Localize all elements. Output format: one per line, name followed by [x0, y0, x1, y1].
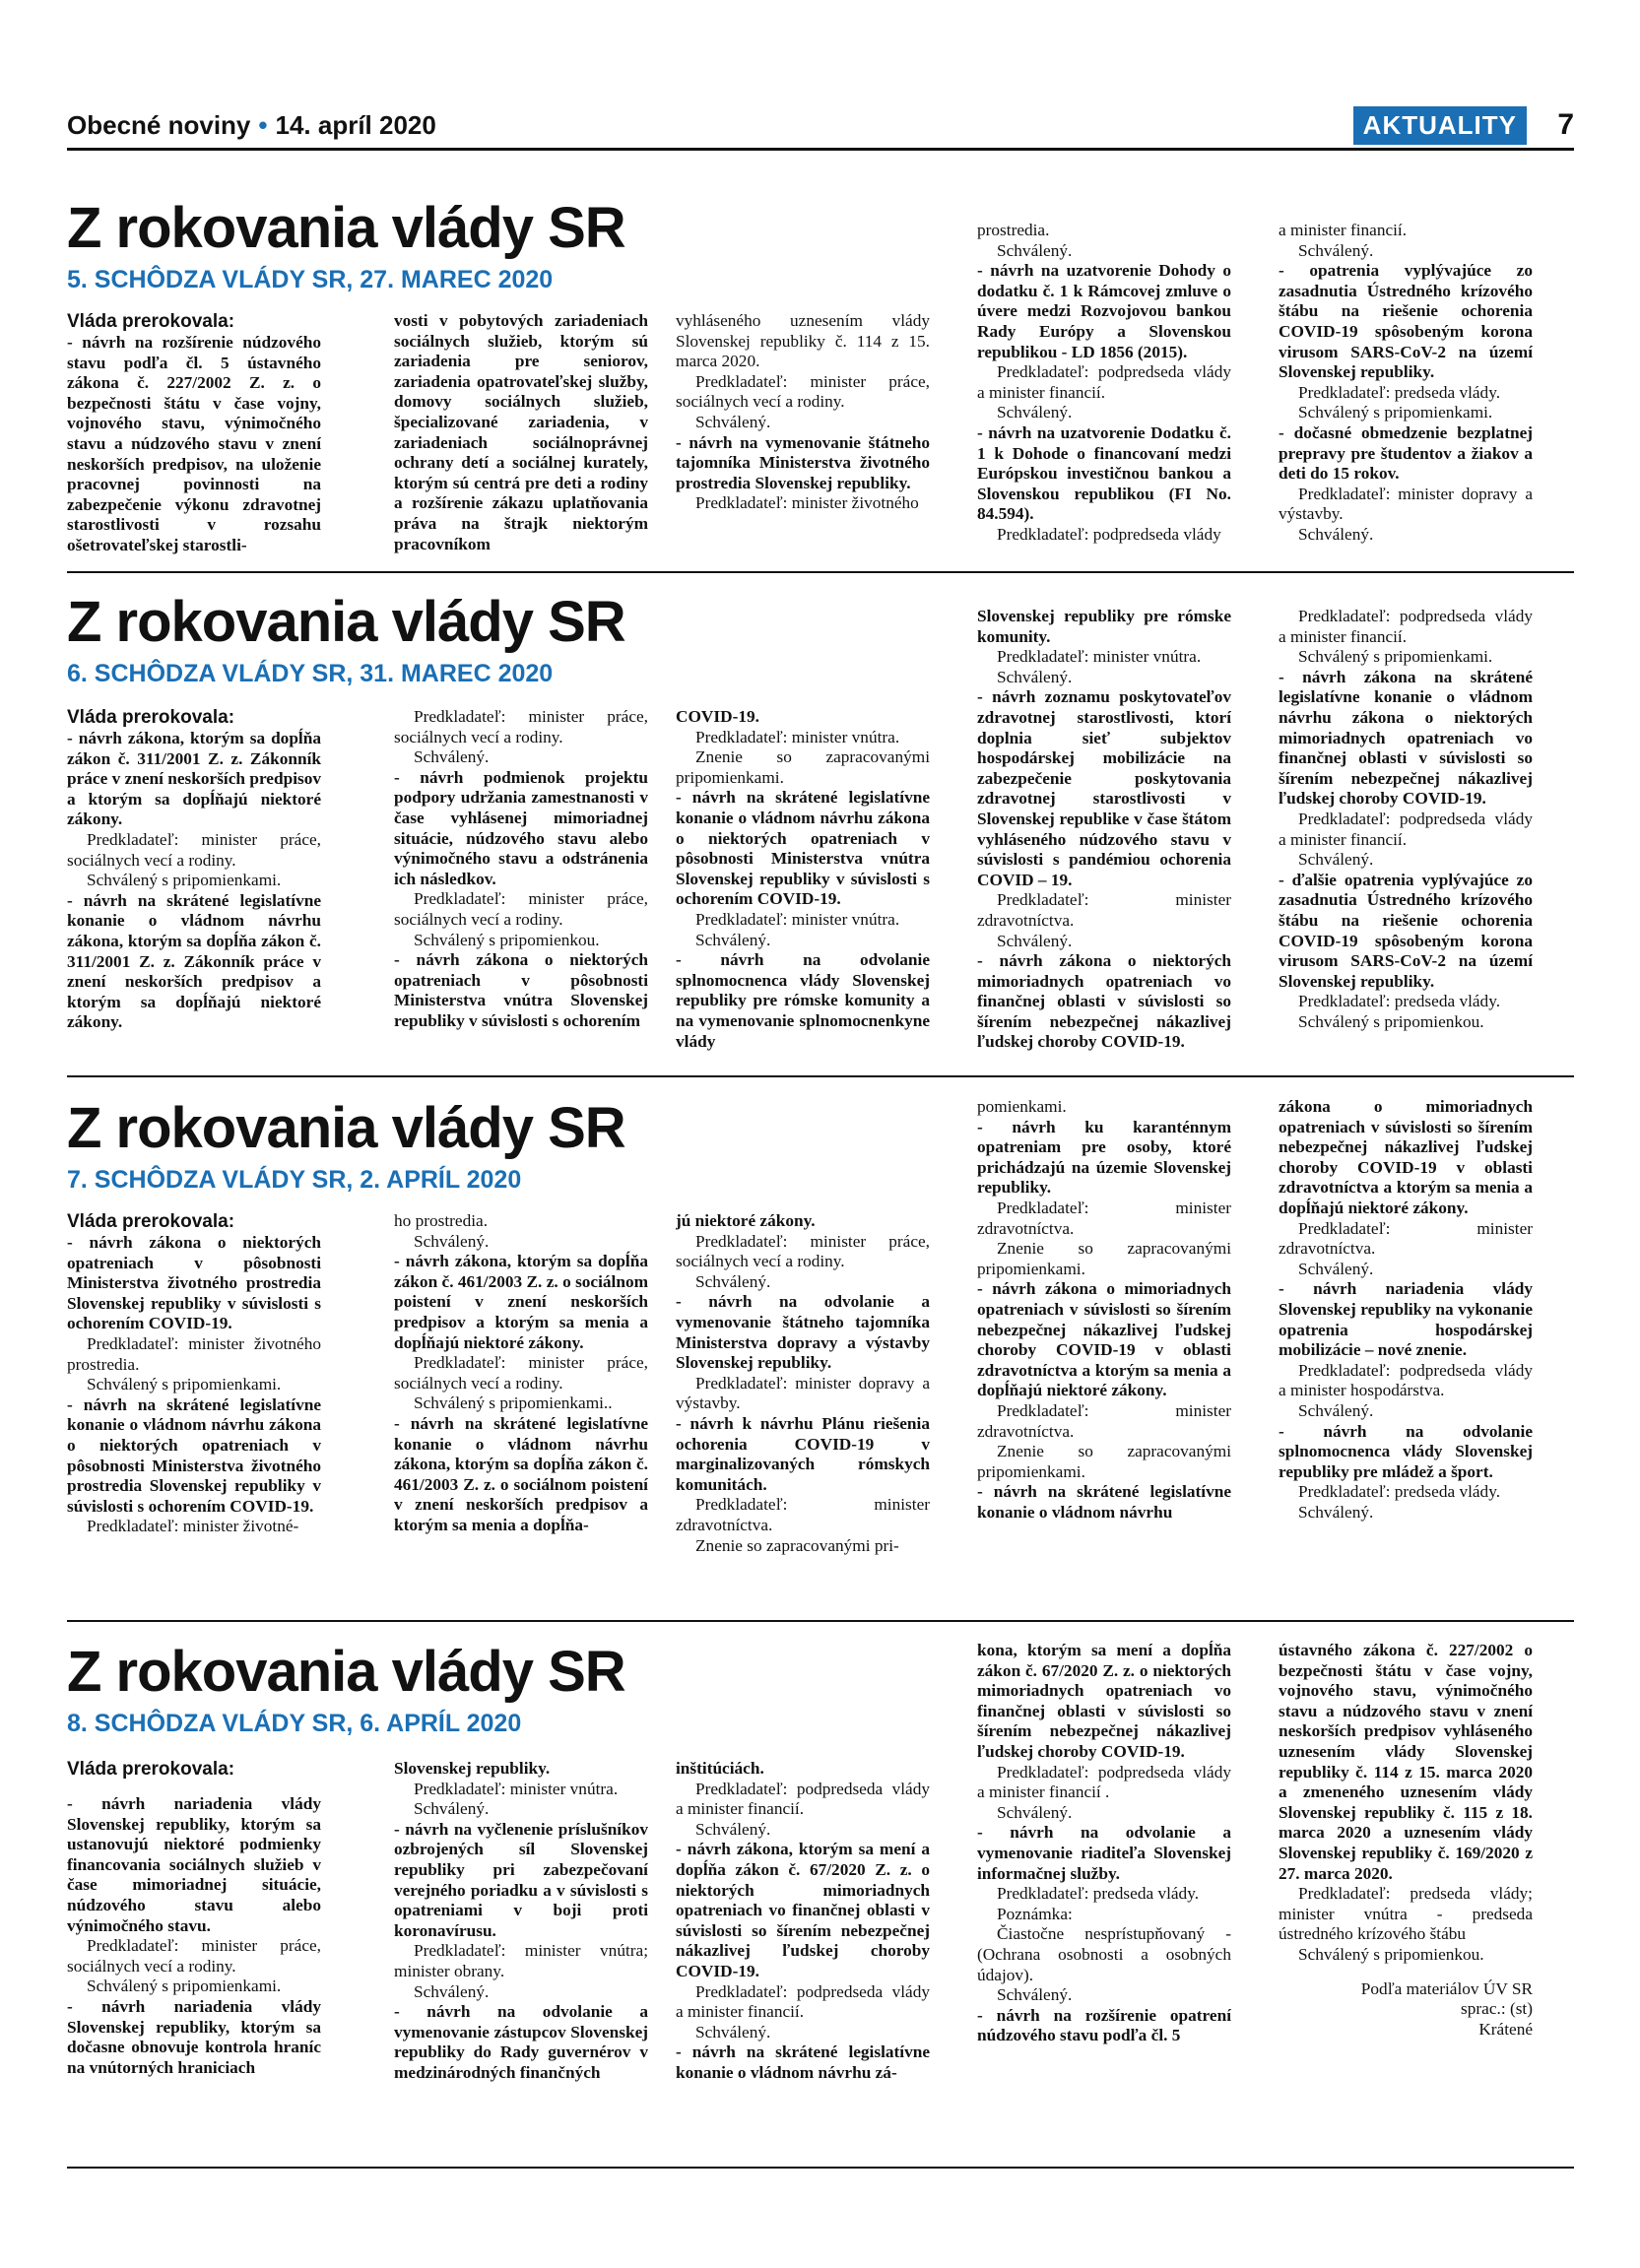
- article-paragraph: Predkladateľ: minister práce, sociálnych vecí a rodiny.: [394, 707, 648, 746]
- article-paragraph: Predkladateľ: minister vnútra.: [695, 727, 900, 746]
- article-paragraph: - návrh na skrátené legislatívne konanie o vládnom návrhu zákona o niektorých opatreniach v pôsobnosti Ministerstva vnútra Slovenskej republiky v súvislosti s ochorením COVID-19.: [676, 788, 930, 909]
- page-bottom-rule: [67, 2167, 1574, 2169]
- page-number: 7: [1557, 108, 1574, 141]
- article-paragraph: - návrh na odvolanie a vymenovanie zástupcov Slovenskej republiky do Rady guvernérov v medzinárodných finančných: [394, 2002, 648, 2082]
- article-paragraph: Predkladateľ: podpredseda vlády a minister financií.: [676, 1779, 930, 1819]
- article-paragraph: Predkladateľ: minister vnútra.: [695, 909, 900, 929]
- article-paragraph: pomienkami.: [977, 1097, 1067, 1116]
- article-paragraph: Predkladateľ: minister zdravotníctva.: [977, 890, 1231, 930]
- article-paragraph: Predkladateľ: minister zdravotníctva.: [676, 1495, 930, 1534]
- article-column: [977, 1097, 1231, 1617]
- article-column: [676, 707, 930, 1060]
- article-paragraph: Schválený.: [997, 1802, 1073, 1822]
- article-paragraph: Predkladateľ: minister práce, sociálnych vecí a rodiny.: [67, 1936, 321, 1976]
- article-subhead: 6. SCHÔDZA VLÁDY SR, 31. MAREC 2020: [67, 660, 554, 687]
- article-paragraph: Predkladateľ: minister zdravotníctva.: [977, 1400, 1231, 1441]
- issue-date: 14. apríl 2020: [275, 110, 436, 140]
- article-paragraph: Znenie so zapracovanými pripomienkami.: [977, 1442, 1231, 1481]
- article-column: [67, 707, 321, 1060]
- article-paragraph: Schválený.: [1298, 850, 1374, 870]
- article-paragraph: - dočasné obmedzenie bezplatnej prepravy pre študentov a žiakov a deti do 15 rokov.: [1279, 422, 1533, 484]
- section-badge: AKTUALITY: [1353, 106, 1527, 145]
- article-paragraph: Predkladateľ: minister práce, sociálnych vecí a rodiny.: [394, 889, 648, 929]
- article-paragraph: kona, ktorým sa mení a dopĺňa zákon č. 67/2020 Z. z. o niektorých mimoriadnych opatreniach vo finančnej oblasti v súvislosti so šírením nebezpečnej nákazlivej ľudskej choroby COVID-19.: [977, 1641, 1231, 1761]
- article-paragraph: Predkladateľ: podpredseda vlády a minister financií .: [977, 1762, 1231, 1802]
- article-paragraph: Poznámka:: [997, 1904, 1073, 1923]
- article-paragraph: vyhláseného uznesením vlády Slovenskej republiky č. 114 z 15. marca 2020.: [676, 311, 930, 371]
- article-subhead: 8. SCHÔDZA VLÁDY SR, 6. APRÍL 2020: [67, 1710, 522, 1737]
- article-column: [394, 1211, 648, 1615]
- article-paragraph: inštitúciách.: [676, 1759, 764, 1778]
- article-paragraph: Schválený.: [1298, 1502, 1374, 1522]
- article-paragraph: Predkladateľ: podpredseda vlády a minister financií.: [977, 362, 1231, 402]
- article-paragraph: Predkladateľ: predseda vlády.: [1298, 992, 1501, 1011]
- article-paragraph: Predkladateľ: podpredseda vlády a minister hospodárstva.: [1279, 1360, 1533, 1400]
- article-paragraph: Znenie so zapracovanými pripomienkami.: [676, 747, 930, 787]
- article-paragraph: - návrh podmienok projektu podpory udržania zamestnanosti v čase vyhlásenej mimoriadnej situácie, núdzového stavu alebo výnimočného stavu a odstránenia ich následkov.: [394, 767, 648, 888]
- article-paragraph: Schválený s pripomienkami.: [1298, 403, 1493, 422]
- article-paragraph: Schválený s pripomienkou.: [1298, 1011, 1484, 1031]
- article-section: [67, 197, 1574, 561]
- article-paragraph: Schválený s pripomienkami.: [87, 1375, 282, 1394]
- article-paragraph: ho prostredia.: [394, 1211, 489, 1230]
- article-paragraph: - návrh zákona o niektorých opatreniach v pôsobnosti Ministerstva životného prostredia Slovenskej republiky v súvislosti s ochorením COVID-19.: [67, 1233, 321, 1333]
- article-headline: Z rokovania vlády SR: [67, 1096, 625, 1160]
- section-divider: [67, 571, 1574, 573]
- article-column: [1279, 607, 1533, 1060]
- article-paragraph: sprac.: (st): [1461, 1999, 1533, 2019]
- article-paragraph: Schválený.: [414, 747, 490, 767]
- article-paragraph: - opatrenia vyplývajúce zo zasadnutia Ústredného krízového štábu na riešenie ochorenia COVID-19 spôsobeným korona virusom SARS-CoV-2 na území Slovenskej republiky.: [1279, 261, 1533, 382]
- article-column: [977, 221, 1231, 654]
- page-header: [67, 106, 1574, 148]
- article-paragraph: Predkladateľ: minister životného prostredia.: [67, 1333, 321, 1374]
- article-paragraph: Predkladateľ: minister práce, sociálnych vecí a rodiny.: [394, 1353, 648, 1393]
- article-paragraph: - návrh na odvolanie splnomocnenca vlády Slovenskej republiky pre mládež a šport.: [1279, 1421, 1533, 1481]
- article-paragraph: Schválený s pripomienkami.: [87, 1976, 282, 1996]
- article-paragraph: prostredia.: [977, 221, 1050, 239]
- article-subhead: 7. SCHÔDZA VLÁDY SR, 2. APRÍL 2020: [67, 1166, 522, 1194]
- article-paragraph: jú niektoré zákony.: [676, 1211, 816, 1230]
- publication-line: [67, 110, 436, 141]
- article-paragraph: Schválený.: [1298, 1259, 1374, 1278]
- article-paragraph: - návrh na skrátené legislatívne konanie o vládnom návrhu zá-: [676, 2042, 930, 2082]
- article-paragraph: Schválený.: [414, 1981, 490, 2001]
- article-headline: Z rokovania vlády SR: [67, 196, 625, 260]
- section-divider: [67, 1620, 1574, 1622]
- article-paragraph: Predkladateľ: minister práce, sociálnych vecí a rodiny.: [676, 371, 930, 412]
- article-column: [977, 607, 1231, 1060]
- article-paragraph: - návrh zákona o niektorých mimoriadnych opatreniach vo finančnej oblasti v súvislosti so šírením nebezpečnej nákazlivej ľudskej choroby COVID-19.: [977, 951, 1231, 1052]
- article-paragraph: - ďalšie opatrenia vyplývajúce zo zasadnutia Ústredného krízového štábu na riešenie ochorenia COVID-19 spôsobeným korona virusom SARS-CoV-2 na území Slovenskej republiky.: [1279, 870, 1533, 991]
- article-column: [1279, 1641, 1533, 2163]
- article-paragraph: Schválený.: [414, 1231, 490, 1251]
- article-paragraph: Znenie so zapracovanými pripomienkami.: [977, 1239, 1231, 1278]
- article-paragraph: - návrh na skrátené legislatívne konanie o vládnom návrhu zákona o niektorých opatreniach v pôsobnosti Ministerstva životného prostredia Slovenskej republiky v súvislosti s ochorením COVID-19.: [67, 1394, 321, 1516]
- article-paragraph: - návrh na vyčlenenie príslušníkov ozbrojených síl Slovenskej republiky pri zabezpečovaní verejného poriadku a v súvislosti s opatreniami v boji proti koronavírusu.: [394, 1819, 648, 1940]
- article-paragraph: Predkladateľ: predseda vlády.: [1298, 382, 1501, 402]
- article-column: [977, 1641, 1231, 2163]
- article-column: [676, 1759, 930, 2163]
- article-paragraph: - návrh zákona, ktorým sa dopĺňa zákon č. 461/2003 Z. z. o sociálnom poistení v znení neskorších predpisov a ktorým sa menia a dopĺňajú niektoré zákony.: [394, 1252, 648, 1352]
- article-section: [67, 1097, 1574, 1609]
- article-paragraph: - návrh na odvolanie a vymenovanie štátneho tajomníka Ministerstva dopravy a výstavby Slovenskej republiky.: [676, 1292, 930, 1373]
- article-paragraph: vosti v pobytových zariadeniach sociálnych služieb, ktorým sú zariadenia pre seniorov, zariadenia opatrovateľskej služby, domovy sociálnych služieb, špecializované zariadenia, v zariadeniach sociálnoprávnej ochrany detí a sociálnej kurately, ktorým sú centrá pre deti a rodiny a rozšírenie zákazu uplatňovania práva na štrajk niektorým pracovníkom: [394, 311, 648, 553]
- article-paragraph: COVID-19.: [676, 707, 759, 726]
- article-paragraph: Predkladateľ: predseda vlády.: [997, 1884, 1200, 1904]
- article-paragraph: Predkladateľ: minister životného: [695, 493, 919, 513]
- article-paragraph: Schválený.: [695, 2022, 771, 2041]
- publication-name: Obecné noviny: [67, 110, 251, 140]
- article-paragraph: Schválený.: [997, 403, 1073, 422]
- article-column: [394, 1759, 648, 2163]
- article-paragraph: Schválený.: [414, 1799, 490, 1819]
- section-divider: [67, 1075, 1574, 1077]
- article-paragraph: Predkladateľ: minister vnútra.: [414, 1779, 619, 1798]
- separator-dot: •: [258, 110, 268, 140]
- article-paragraph: Predkladateľ: minister životné-: [87, 1517, 299, 1536]
- article-paragraph: Predkladateľ: predseda vlády; minister vnútra - predseda ústredného krízového štábu: [1279, 1884, 1533, 1944]
- article-column: [676, 1211, 930, 1615]
- article-section: [67, 591, 1574, 1054]
- article-paragraph: Predkladateľ: predseda vlády.: [1298, 1482, 1501, 1502]
- article-paragraph: Schválený.: [997, 1985, 1073, 2005]
- article-paragraph: Schválený.: [997, 931, 1073, 950]
- article-paragraph: Čiastočne nesprístupňovaný - (Ochrana osobnosti a osobných údajov).: [977, 1924, 1231, 1984]
- article-paragraph: Podľa materiálov ÚV SR: [1360, 1978, 1533, 1998]
- article-paragraph: Slovenskej republiky pre rómske komunity.: [977, 607, 1231, 646]
- article-paragraph: - návrh na uzatvorenie Dodatku č. 1 k Dohode o financovaní medzi Európskou investičnou bankou a Slovenskou republikou (FI No. 84.594).: [977, 422, 1231, 524]
- article-paragraph: - návrh zákona, ktorým sa dopĺňa zákon č. 311/2001 Z. z. Zákonník práce v znení neskorších predpisov a ktorým sa dopĺňajú niektoré zákony.: [67, 729, 321, 829]
- article-paragraph: Predkladateľ: minister dopravy a výstavby.: [676, 1373, 930, 1413]
- article-paragraph: - návrh ku karanténnym opatreniam pre osoby, ktoré prichádzajú na územie Slovenskej republiky.: [977, 1117, 1231, 1198]
- article-paragraph: Schválený s pripomienkou.: [414, 930, 600, 949]
- article-paragraph: - návrh na vymenovanie štátneho tajomníka Ministerstva životného prostredia Slovenskej republiky.: [676, 432, 930, 492]
- article-paragraph: Predkladateľ: minister zdravotníctva.: [977, 1198, 1231, 1238]
- article-paragraph: Vláda prerokovala:: [67, 311, 235, 332]
- article-column: [1279, 221, 1533, 654]
- article-paragraph: - návrh na skrátené legislatívne konanie o vládnom návrhu zákona, ktorým sa dopĺňa zákon č. 461/2003 Z. z. o sociálnom poistení v znení neskorších predpisov a ktorým sa menia a dopĺňa-: [394, 1413, 648, 1534]
- article-paragraph: Vláda prerokovala:: [67, 707, 235, 728]
- article-paragraph: - návrh zákona o niektorých opatreniach v pôsobnosti Ministerstva vnútra Slovenskej republiky v súvislosti s ochorením: [394, 950, 648, 1030]
- article-paragraph: Schválený.: [997, 240, 1073, 260]
- article-paragraph: zákona o mimoriadnych opatreniach v súvislosti so šírením nebezpečnej nákazlivej ľudskej choroby COVID-19 v oblasti zdravotníctva a ktorým sa menia a dopĺňajú niektoré zákony.: [1279, 1097, 1533, 1217]
- article-paragraph: Schválený.: [1298, 524, 1374, 544]
- article-column: [394, 707, 648, 1060]
- article-paragraph: Znenie so zapracovanými pri-: [695, 1535, 899, 1555]
- article-paragraph: Krátené: [1478, 2019, 1533, 2039]
- article-paragraph: Predkladateľ: minister dopravy a výstavby.: [1279, 484, 1533, 524]
- article-paragraph: Schválený s pripomienkami.: [87, 871, 282, 890]
- article-paragraph: - návrh na rozšírenie núdzového stavu podľa čl. 5 ústavného zákona č. 227/2002 Z. z. o bezpečnosti štátu v čase vojny, vojnového stavu, výnimočného stavu a núdzového stavu v znení neskorších predpisov, na uloženie pracovnej povinnosti na zabezpečenie výkonu zdravotnej starostlivosti v rozsahu ošetrovateľskej starostli-: [67, 333, 321, 554]
- article-paragraph: Schválený.: [1298, 1400, 1374, 1420]
- article-column: [67, 1759, 321, 2163]
- article-paragraph: - návrh nariadenia vlády Slovenskej republiky na vykonanie opatrenia hospodárskej mobilizácie – nové znenie.: [1279, 1279, 1533, 1360]
- article-paragraph: Schválený s pripomienkami.: [1298, 647, 1493, 667]
- article-paragraph: Schválený.: [695, 930, 771, 949]
- article-paragraph: Predkladateľ: podpredseda vlády a minister financií.: [1279, 607, 1533, 646]
- article-paragraph: Predkladateľ: minister zdravotníctva.: [1279, 1218, 1533, 1259]
- article-paragraph: Schválený.: [997, 667, 1073, 686]
- article-paragraph: Predkladateľ: minister práce, sociálnych vecí a rodiny.: [676, 1231, 930, 1271]
- article-paragraph: - návrh zákona, ktorým sa mení a dopĺňa zákon č. 67/2020 Z. z. o niektorých mimoriadnych opatreniach vo finančnej oblasti v súvislosti so šírením nebezpečnej nákazlivej ľudskej choroby COVID-19.: [676, 1840, 930, 1980]
- article-paragraph: - návrh na rozšírenie opatrení núdzového stavu podľa čl. 5: [977, 2005, 1231, 2045]
- article-paragraph: Schválený.: [695, 412, 771, 431]
- article-paragraph: - návrh zákona na skrátené legislatívne konanie o vládnom návrhu zákona o niektorých mimoriadnych opatreniach vo finančnej oblasti v súvislosti so šírením nebezpečnej nákazlivej ľudskej choroby COVID-19.: [1279, 667, 1533, 809]
- article-paragraph: Schválený.: [695, 1819, 771, 1839]
- article-paragraph: - návrh k návrhu Plánu riešenia ochorenia COVID-19 v marginalizovaných rómskych komunitách.: [676, 1413, 930, 1494]
- article-paragraph: - návrh na skrátené legislatívne konanie o vládnom návrhu zákona, ktorým sa dopĺňa zákon č. 311/2001 Z. z. Zákonník práce v znení neskorších predpisov a ktorým sa dopĺňajú niektoré zákony.: [67, 890, 321, 1032]
- article-paragraph: Schválený.: [695, 1271, 771, 1291]
- article-paragraph: Predkladateľ: minister práce, sociálnych vecí a rodiny.: [67, 829, 321, 870]
- article-headline: Z rokovania vlády SR: [67, 1640, 625, 1704]
- article-paragraph: - návrh nariadenia vlády Slovenskej republiky, ktorým sa dočasne obnovuje kontrola hraníc na vnútorných hraniciach: [67, 1996, 321, 2077]
- article-paragraph: Predkladateľ: podpredseda vlády: [997, 524, 1221, 544]
- article-paragraph: Predkladateľ: podpredseda vlády a minister financií.: [676, 1981, 930, 2022]
- header-rule: [67, 148, 1574, 151]
- article-paragraph: a minister financií.: [1279, 221, 1408, 239]
- article-subhead: 5. SCHÔDZA VLÁDY SR, 27. MAREC 2020: [67, 266, 554, 293]
- article-paragraph: - návrh na odvolanie splnomocnenca vlády Slovenskej republiky pre rómske komunity a na vymenovanie splnomocnenkyne vlády: [676, 950, 930, 1051]
- article-paragraph: Predkladateľ: minister vnútra; minister obrany.: [394, 1941, 648, 1980]
- article-paragraph: Predkladateľ: podpredseda vlády a minister financií.: [1279, 809, 1533, 849]
- article-paragraph: - návrh nariadenia vlády Slovenskej republiky, ktorým sa ustanovujú niektoré podmienky financovania sociálnych služieb v čase mimoriadnej situácie, núdzového stavu alebo výnimočného stavu.: [67, 1794, 321, 1935]
- article-paragraph: Schválený.: [1298, 240, 1374, 260]
- article-paragraph: Vláda prerokovala:: [67, 1211, 235, 1232]
- article-paragraph: Slovenskej republiky.: [394, 1759, 551, 1778]
- article-column: [1279, 1097, 1533, 1617]
- article-paragraph: Predkladateľ: minister vnútra.: [997, 647, 1202, 667]
- article-paragraph: - návrh na uzatvorenie Dohody o dodatku č. 1 k Rámcovej zmluve o úvere medzi Rozvojovou bankou Rady Európy a Slovenskou republikou - LD 1856 (2015).: [977, 261, 1231, 361]
- article-column: [67, 1211, 321, 1615]
- article-paragraph: - návrh na skrátené legislatívne konanie o vládnom návrhu: [977, 1482, 1231, 1522]
- article-paragraph: ústavného zákona č. 227/2002 o bezpečnosti štátu v čase vojny, vojnového stavu, výnimočného stavu a núdzového stavu v znení neskorších predpisov vyhláseného uznesením vlády Slovenskej republiky č. 114 z 15. marca 2020 a zmeneného uznesením vlády Slovenskej republiky č. 115 z 18. marca 2020 a uznesením vlády Slovenskej republiky č. 169/2020 z 27. marca 2020.: [1279, 1641, 1533, 1883]
- article-paragraph: - návrh na odvolanie a vymenovanie riaditeľa Slovenskej informačnej služby.: [977, 1823, 1231, 1883]
- article-paragraph: - návrh zoznamu poskytovateľov zdravotnej starostlivosti, ktorí doplnia sieť subjektov hospodárskej mobilizácie na zabezpečenie poskytovania zdravotnej starostlivosti v Slovenskej republike v čase štátom vyhláseného núdzového stavu v súvislosti s pandémiou ochorenia COVID – 19.: [977, 687, 1231, 889]
- article-paragraph: Schválený s pripomienkami..: [414, 1393, 613, 1413]
- article-headline: Z rokovania vlády SR: [67, 590, 625, 654]
- article-paragraph: - návrh zákona o mimoriadnych opatreniach v súvislosti so šírením nebezpečnej nákazlivej ľudskej choroby COVID-19 v oblasti zdravotníctva a ktorým sa menia a dopĺňajú niektoré zákony.: [977, 1279, 1231, 1400]
- article-paragraph: Schválený s pripomienkou.: [1298, 1944, 1484, 1964]
- article-paragraph: Vláda prerokovala:: [67, 1759, 235, 1780]
- article-section: [67, 1641, 1574, 2153]
